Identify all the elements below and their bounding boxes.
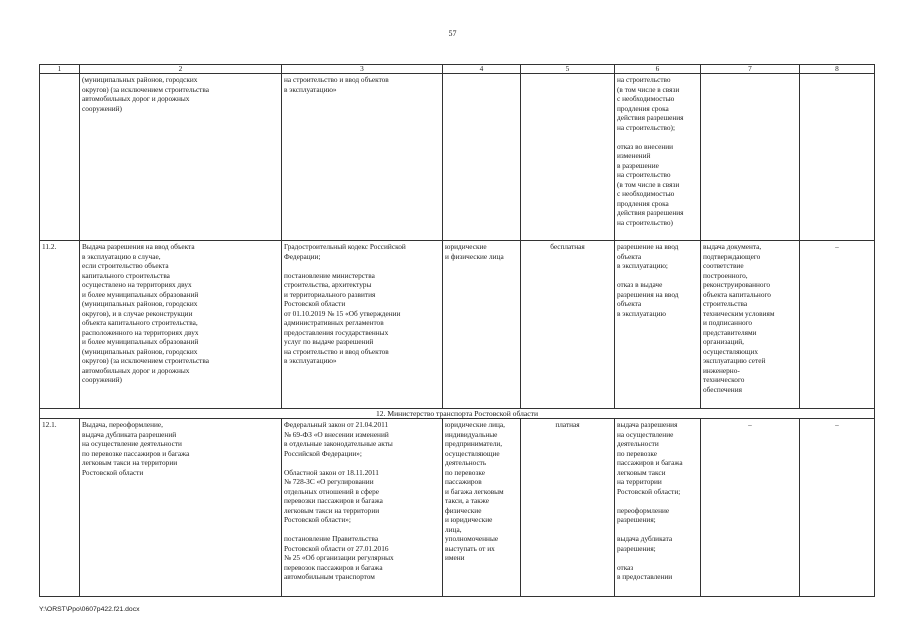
services-table — [39, 64, 875, 597]
header-cell: 4 — [443, 65, 521, 74]
notes-cell: – — [800, 241, 875, 409]
service-name-cell: Выдача разрешения на ввод объекта в эксплуатацию в случае, если строительство объекта капитального строительства осуществлено на территориях двух и более муниципальных образований (муниципальных районов, городских округов), и в случае реконструкции объекта капитального строительства, расположенного на территориях двух и более муниципальных образований (муниципальных районов, городских округов) (за исключением строительства автомобильных дорог и дорожных сооружений) — [80, 241, 282, 409]
header-cell: 3 — [282, 65, 443, 74]
result-cell: разрешение на ввод объекта в эксплуатацию; отказ в выдаче разрешения на ввод объекта в эксплуатацию — [615, 241, 701, 409]
payment-cell: бесплатная — [521, 241, 615, 409]
service-name-cell: Выдача, переоформление, выдача дубликата разрешений на осуществление деятельности по перевозке пассажиров и багажа легковым такси на территории Ростовской области — [80, 419, 282, 597]
column-number-row — [40, 65, 875, 74]
section-title: 12. Министерство транспорта Ростовской области — [40, 409, 875, 419]
applicants-cell: юридические и физические лица — [443, 241, 521, 409]
applicants-cell: юридические лица, индивидуальные предприниматели, осуществляющие деятельность по перевозке пассажиров и багажа легковым такси, а также физические и юридические лица, уполномоченные выступать от их имени — [443, 419, 521, 597]
required-services-cell: выдача документа, подтверждающего соответствие построенного, реконструированного объекта капитального строительства техническим условиям и подписанного представителями организаций, осуществляющих эксплуатацию сетей инженерно- технического обеспечения — [701, 241, 800, 409]
payment-cell: платная — [521, 419, 615, 597]
page-number: 57 — [448, 29, 457, 38]
header-cell: 1 — [40, 65, 80, 74]
required-services-cell — [701, 74, 800, 241]
legal-basis-cell: на строительство и ввод объектов в эксплуатацию» — [282, 74, 443, 241]
section-header-row — [40, 409, 875, 419]
table-row-11-2 — [40, 241, 875, 409]
result-cell: выдача разрешения на осуществление деятельности по перевозке пассажиров и багажа легковым такси на территории Ростовской области; переоформление разрешения; выдача дубликата разрешения; отказ в предоставлении — [615, 419, 701, 597]
applicants-cell — [443, 74, 521, 241]
header-cell: 6 — [615, 65, 701, 74]
notes-cell — [800, 74, 875, 241]
result-cell: на строительство (в том числе в связи с необходимостью продления срока действия разрешения на строительство); отказ во внесении изменений в разрешение на строительство (в том числе в связи с необходимостью продления срока действия разрешения на строительство) — [615, 74, 701, 241]
table-row-12-1 — [40, 419, 875, 597]
header-cell: 8 — [800, 65, 875, 74]
service-name-cell: (муниципальных районов, городских округов) (за исключением строительства автомобильных дорог и дорожных сооружений) — [80, 74, 282, 241]
payment-cell — [521, 74, 615, 241]
row-number-cell: 11.2. — [40, 241, 80, 409]
notes-cell: – — [800, 419, 875, 597]
table-row-continued — [40, 74, 875, 241]
required-services-cell: – — [701, 419, 800, 597]
header-cell: 5 — [521, 65, 615, 74]
header-cell: 2 — [80, 65, 282, 74]
row-number-cell: 12.1. — [40, 419, 80, 597]
header-cell: 7 — [701, 65, 800, 74]
row-number-cell — [40, 74, 80, 241]
legal-basis-cell: Градостроительный кодекс Российской Федерации; постановление министерства строительства, архитектуры и территориального развития Ростовской области от 01.10.2019 № 15 «Об утверждении административных регламентов предоставления государственных услуг по выдаче разрешений на строительство и ввод объектов в эксплуатацию» — [282, 241, 443, 409]
legal-basis-cell: Федеральный закон от 21.04.2011 № 69-ФЗ «О внесении изменений в отдельные законодательные акты Российской Федерации»; Областной закон от 18.11.2011 № 728-ЗС «О регулировании отдельных отношений в сфере перевозки пассажиров и багажа легковым такси на территории Ростовской области»; постановление Правительства Ростовской области от 27.01.2016 № 25 «Об организации регулярных перевозок пассажиров и багажа автомобильным транспортом — [282, 419, 443, 597]
file-path-footer: Y:\ORST\Ppo\0607p422.f21.docx — [39, 606, 140, 613]
